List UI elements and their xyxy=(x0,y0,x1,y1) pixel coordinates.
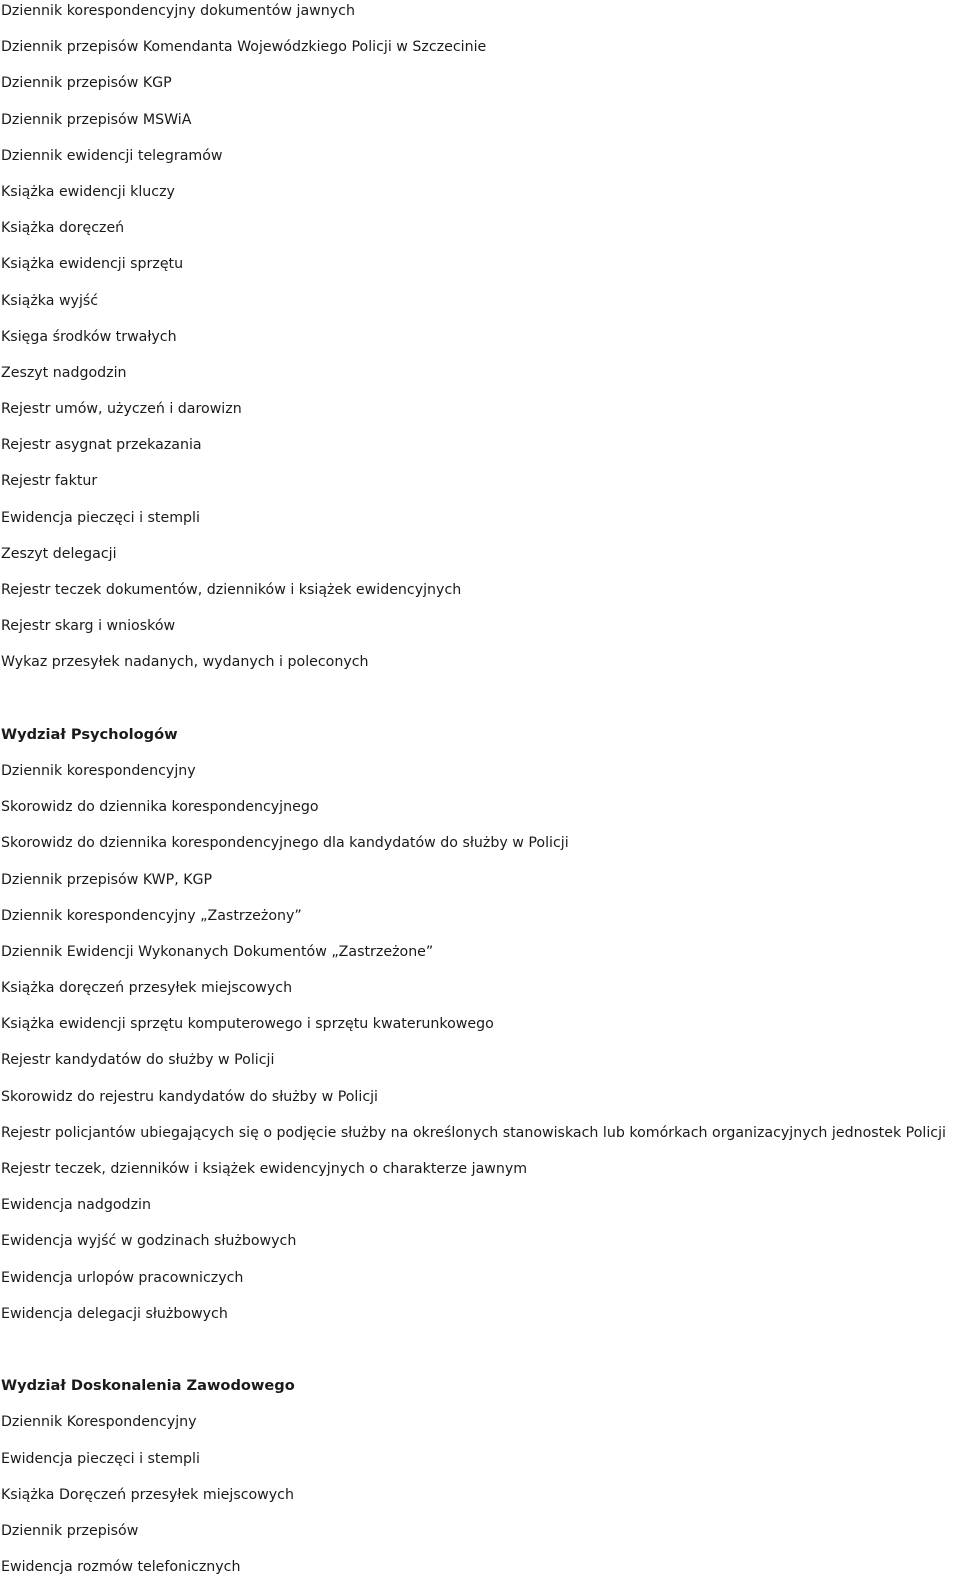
list-item: Rejestr faktur xyxy=(1,473,98,490)
list-item: Książka doręczeń xyxy=(1,220,125,237)
list-item: Rejestr kandydatów do służby w Policji xyxy=(1,1052,275,1069)
section-professional-development xyxy=(1,1375,959,1592)
section-heading: Wydział Doskonalenia Zawodowego xyxy=(1,1377,295,1395)
list-item: Dziennik korespondencyjny dokumentów jawnych xyxy=(1,3,355,19)
list-item: Skorowidz do dziennika korespondencyjnego dla kandydatów do służby w Policji xyxy=(1,835,569,852)
list-item: Księga środków trwałych xyxy=(1,328,177,345)
list-item: Dziennik ewidencji telegramów xyxy=(1,147,223,164)
list-item: Książka ewidencji sprzętu xyxy=(1,256,184,273)
list-item: Dziennik Korespondencyjny xyxy=(1,1414,197,1431)
list-item: Książka ewidencji sprzętu komputerowego i sprzętu kwaterunkowego xyxy=(1,1016,494,1033)
list-item: Książka wyjść xyxy=(1,292,99,309)
section-heading: Wydział Psychologów xyxy=(1,725,178,743)
list-item: Rejestr asygnat przekazania xyxy=(1,437,202,454)
list-item: Rejestr teczek, dzienników i książek ewidencyjnych o charakterze jawnym xyxy=(1,1161,528,1177)
list-item: Ewidencja pieczęci i stempli xyxy=(1,1450,200,1467)
document-body xyxy=(1,0,959,1592)
list-item: Dziennik Ewidencji Wykonanych Dokumentów „Zastrzeżone” xyxy=(1,943,434,960)
list-item: Dziennik przepisów KWP, KGP xyxy=(1,871,213,888)
list-item: Zeszyt delegacji xyxy=(1,545,117,562)
section-psychologists xyxy=(1,724,959,1339)
list-item: Ewidencja delegacji służbowych xyxy=(1,1305,228,1322)
list-item: Rejestr skarg i wniosków xyxy=(1,618,176,635)
list-item: Rejestr teczek dokumentów, dzienników i książek ewidencyjnych xyxy=(1,582,462,598)
list-item: Rejestr umów, użyczeń i darowizn xyxy=(1,401,242,418)
list-item: Wykaz przesyłek nadanych, wydanych i poleconych xyxy=(1,654,369,671)
list-item: Ewidencja rozmów telefonicznych xyxy=(1,1559,241,1576)
register-list-general xyxy=(1,0,959,688)
list-item: Dziennik przepisów Komendanta Wojewódzkiego Policji w Szczecinie xyxy=(1,39,487,56)
list-item: Dziennik przepisów MSWiA xyxy=(1,111,192,128)
section-spacer xyxy=(1,1339,959,1375)
list-item: Ewidencja wyjść w godzinach służbowych xyxy=(1,1233,297,1250)
list-item: Dziennik przepisów xyxy=(1,1522,139,1539)
list-item: Rejestr policjantów ubiegających się o podjęcie służby na określonych stanowiskach lub komórkach organizacyjnych jednostek Policji xyxy=(1,1124,946,1141)
section-spacer xyxy=(1,688,959,724)
list-item: Dziennik przepisów KGP xyxy=(1,75,172,92)
list-item: Zeszyt nadgodzin xyxy=(1,364,127,381)
list-item: Książka doręczeń przesyłek miejscowych xyxy=(1,980,293,997)
list-item: Skorowidz do rejestru kandydatów do służby w Policji xyxy=(1,1088,378,1105)
list-item: Ewidencja pieczęci i stempli xyxy=(1,509,200,526)
list-item: Ewidencja urlopów pracowniczych xyxy=(1,1269,244,1286)
list-item: Książka Doręczeń przesyłek miejscowych xyxy=(1,1486,294,1503)
list-item: Skorowidz do dziennika korespondencyjnego xyxy=(1,799,319,816)
list-item: Ewidencja nadgodzin xyxy=(1,1197,151,1214)
list-item: Dziennik korespondencyjny „Zastrzeżony” xyxy=(1,907,302,924)
list-item: Dziennik korespondencyjny xyxy=(1,762,196,779)
list-item: Książka ewidencji kluczy xyxy=(1,183,175,200)
